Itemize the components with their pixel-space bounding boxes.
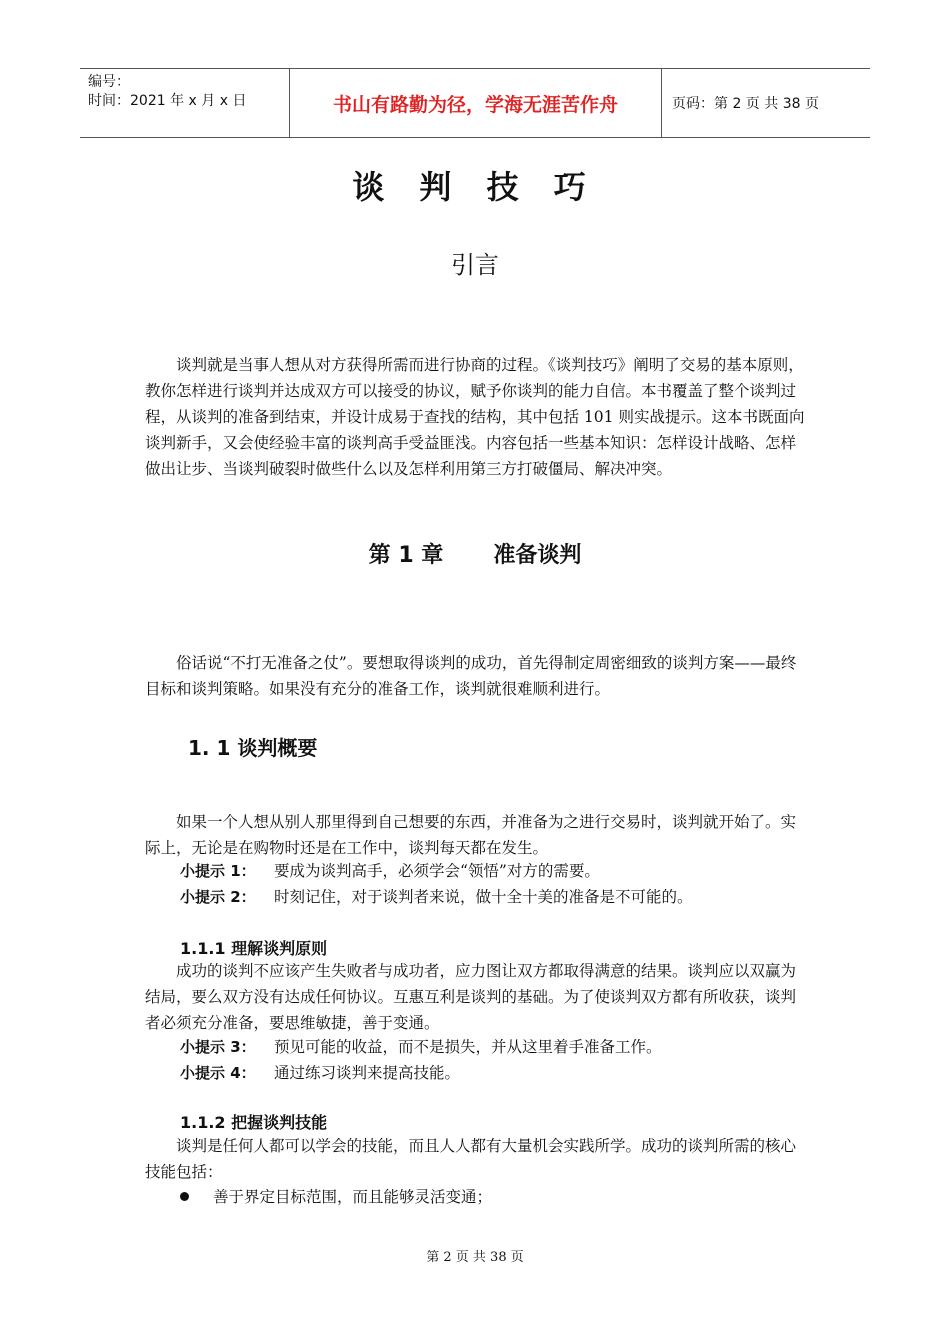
time-label: 时间：2021 年 x 月 x 日: [88, 93, 247, 109]
header-table: [80, 68, 870, 138]
page-info: 页码：第 2 页 共 38 页: [672, 96, 819, 112]
tip-item: [180, 1034, 662, 1060]
section-1-1-2-paragraph: 谈判是任何人都可以学会的技能，而且人人都有大量机会实践所学。成功的谈判所需的核心技能包括：: [145, 1137, 797, 1181]
tip-item: [180, 858, 600, 884]
tip-item: [180, 884, 693, 910]
section-1-1-1-paragraph: 成功的谈判不应该产生失败者与成功者，应力图让双方都取得满意的结果。谈判应以双赢为结局，要么双方没有达成任何协议。互惠互利是谈判的基础。为了使谈判双方都有所收获，谈判者必须充分准备，要思维敏捷，善于变通。: [145, 962, 797, 1032]
tip-text: 通过练习谈判来提高技能。: [274, 1064, 461, 1082]
chapter-title: 准备谈判: [493, 543, 582, 568]
tip-label: 小提示 3：: [180, 1038, 256, 1056]
section-heading-1-1: 1. 1 谈判概要: [188, 736, 318, 760]
list-item-text: 善于界定目标范围，而且能够灵活变通；: [213, 1188, 493, 1206]
tip-label: 小提示 2：: [180, 888, 256, 906]
chapter-number: 第 1 章: [368, 543, 444, 568]
tip-text: 预见可能的收益，而不是损失，并从这里着手准备工作。: [274, 1038, 662, 1056]
code-label: 编号：: [88, 74, 130, 90]
tip-item: [180, 1060, 460, 1086]
list-item: [180, 1184, 492, 1210]
tip-text: 时刻记住，对于谈判者来说，做十全十美的准备是不可能的。: [274, 888, 693, 906]
motto: 书山有路勤为径，学海无涯苦作舟: [290, 69, 662, 137]
page-footer: 第 2 页 共 38 页: [426, 1250, 524, 1265]
chapter-heading: [0, 538, 950, 569]
chapter-intro-paragraph: 俗话说“不打无准备之仗”。要想取得谈判的成功，首先得制定周密细致的谈判方案——最终目标和谈判策略。如果没有充分的准备工作，谈判就很难顺利进行。: [145, 654, 797, 698]
header-meta-cell: [80, 69, 290, 137]
section-heading-1-1-2: 1.1.2 把握谈判技能: [180, 1113, 328, 1132]
tip-text: 要成为谈判高手，必须学会“领悟”对方的需要。: [274, 862, 600, 880]
bullet-dot-icon: [180, 1192, 189, 1201]
document-title: 谈 判 技 巧: [352, 168, 598, 206]
tip-label: 小提示 1：: [180, 862, 256, 880]
tip-label: 小提示 4：: [180, 1064, 256, 1082]
intro-heading: 引言: [451, 251, 499, 279]
intro-paragraph: 谈判就是当事人想从对方获得所需而进行协商的过程。《谈判技巧》阐明了交易的基本原则，教你怎样进行谈判并达成双方可以接受的协议，赋予你谈判的能力自信。本书覆盖了整个谈判过程，从谈判的准备到结束，并设计成易于查找的结构，其中包括 101 则实战提示。这本书既面向谈判新手，又会使经验丰富的谈判高手受益匪浅。内容包括一些基本知识：怎样设计战略、怎样做出让步、当谈判破裂时做些什么以及怎样利用第三方打破僵局、解决冲突。: [145, 356, 805, 478]
section-1-1-paragraph: 如果一个人想从别人那里得到自己想要的东西，并准备为之进行交易时，谈判就开始了。实际上，无论是在购物时还是在工作中，谈判每天都在发生。: [145, 813, 797, 857]
section-heading-1-1-1: 1.1.1 理解谈判原则: [180, 939, 328, 958]
